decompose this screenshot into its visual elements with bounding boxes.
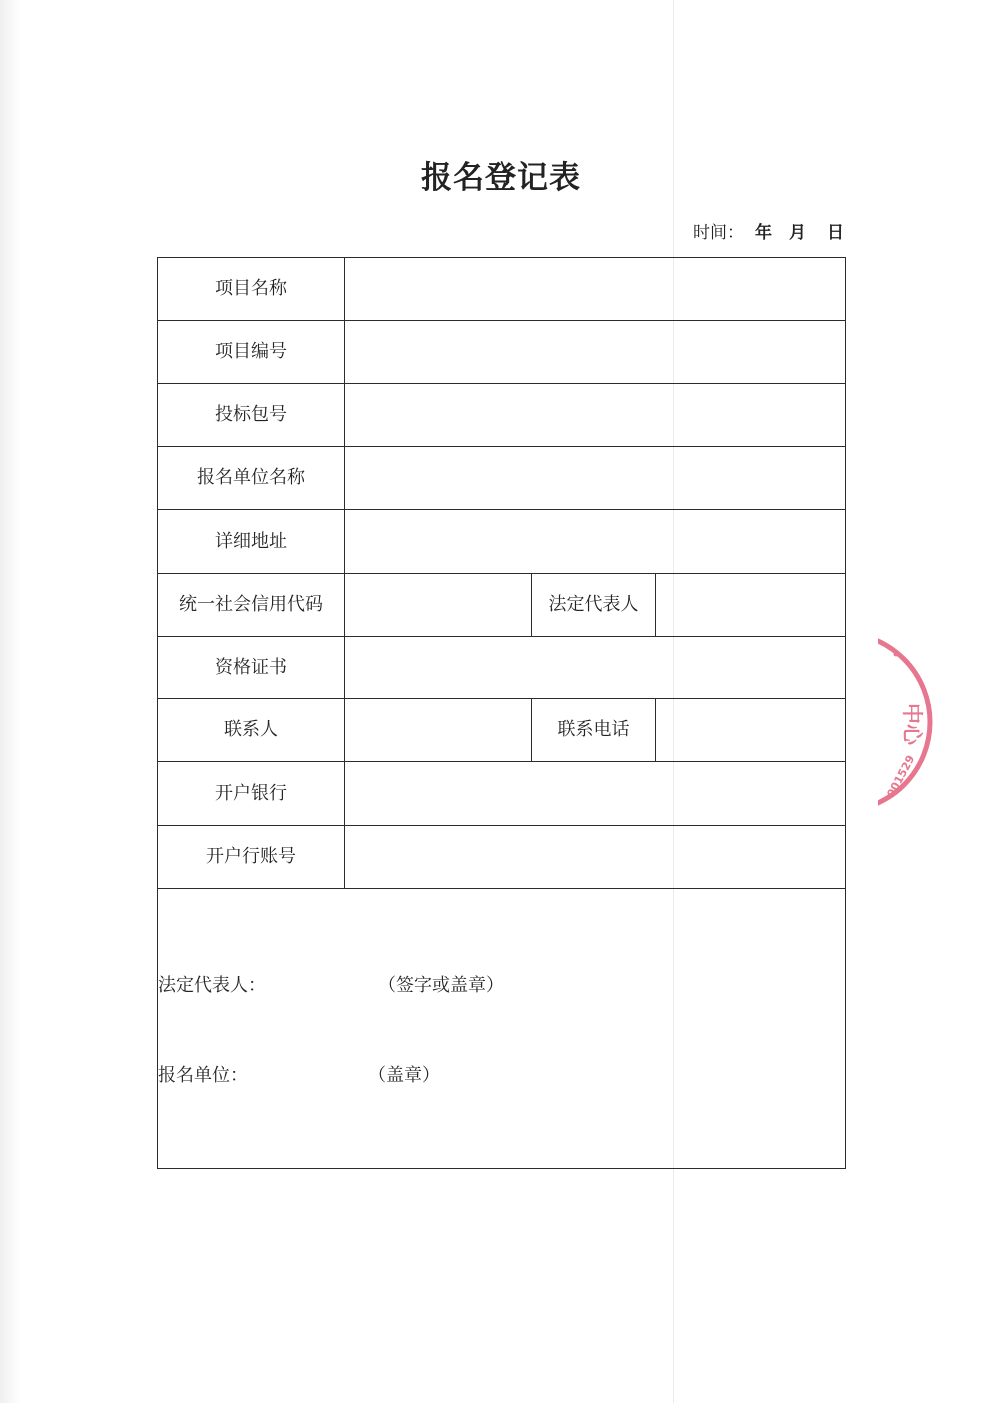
label-contact-phone: 联系电话 (532, 699, 656, 762)
seal-text: 中心 (900, 703, 924, 745)
signature-cell (158, 889, 846, 1169)
value-qualification-certificate (345, 637, 846, 699)
value-bank-account (345, 826, 846, 889)
label-legal-representative: 法定代表人 (532, 574, 656, 637)
row-project-name (158, 258, 846, 321)
label-bid-package-number: 投标包号 (158, 384, 345, 447)
row-address (158, 510, 846, 574)
registration-table (157, 257, 846, 1169)
row-project-number (158, 321, 846, 384)
value-address (345, 510, 846, 574)
row-signature (158, 889, 846, 1169)
legal-rep-signature-label: 法定代表人： (158, 975, 266, 996)
date-day: 日 (827, 223, 844, 243)
label-bank: 开户银行 (158, 762, 345, 826)
date-label: 时间： (693, 223, 744, 243)
unit-seal-note: （盖章） (368, 1065, 440, 1086)
row-bank-account (158, 826, 846, 889)
date-month: 月 (789, 223, 806, 243)
value-contact-phone (656, 699, 846, 762)
value-bid-package-number (345, 384, 846, 447)
unit-seal-label: 报名单位： (158, 1065, 248, 1086)
row-applicant-name (158, 447, 846, 510)
value-credit-code (345, 574, 532, 637)
label-contact-person: 联系人 (158, 699, 345, 762)
row-bank (158, 762, 846, 826)
value-project-number (345, 321, 846, 384)
date-year: 年 (755, 223, 772, 243)
row-bid-package (158, 384, 846, 447)
seal-star (894, 652, 899, 657)
scan-edge-shadow (0, 0, 20, 1403)
signature-area (158, 889, 845, 1167)
row-contact (158, 699, 846, 762)
label-project-name: 项目名称 (158, 258, 345, 321)
value-contact-person (345, 699, 532, 762)
value-applicant-name (345, 447, 846, 510)
seal-number: 001529 (884, 753, 918, 800)
value-project-name (345, 258, 846, 321)
value-bank (345, 762, 846, 826)
label-applicant-name: 报名单位名称 (158, 447, 345, 510)
label-project-number: 项目编号 (158, 321, 345, 384)
label-credit-code: 统一社会信用代码 (158, 574, 345, 637)
row-qualification (158, 637, 846, 699)
row-credit-code (158, 574, 846, 637)
label-qualification-certificate: 资格证书 (158, 637, 345, 699)
legal-rep-signature-note: （签字或盖章） (378, 975, 504, 996)
value-legal-representative (656, 574, 846, 637)
label-address: 详细地址 (158, 510, 345, 574)
seal-stamp (878, 628, 940, 818)
label-bank-account: 开户行账号 (158, 826, 345, 889)
document-title: 报名登记表 (421, 160, 581, 196)
